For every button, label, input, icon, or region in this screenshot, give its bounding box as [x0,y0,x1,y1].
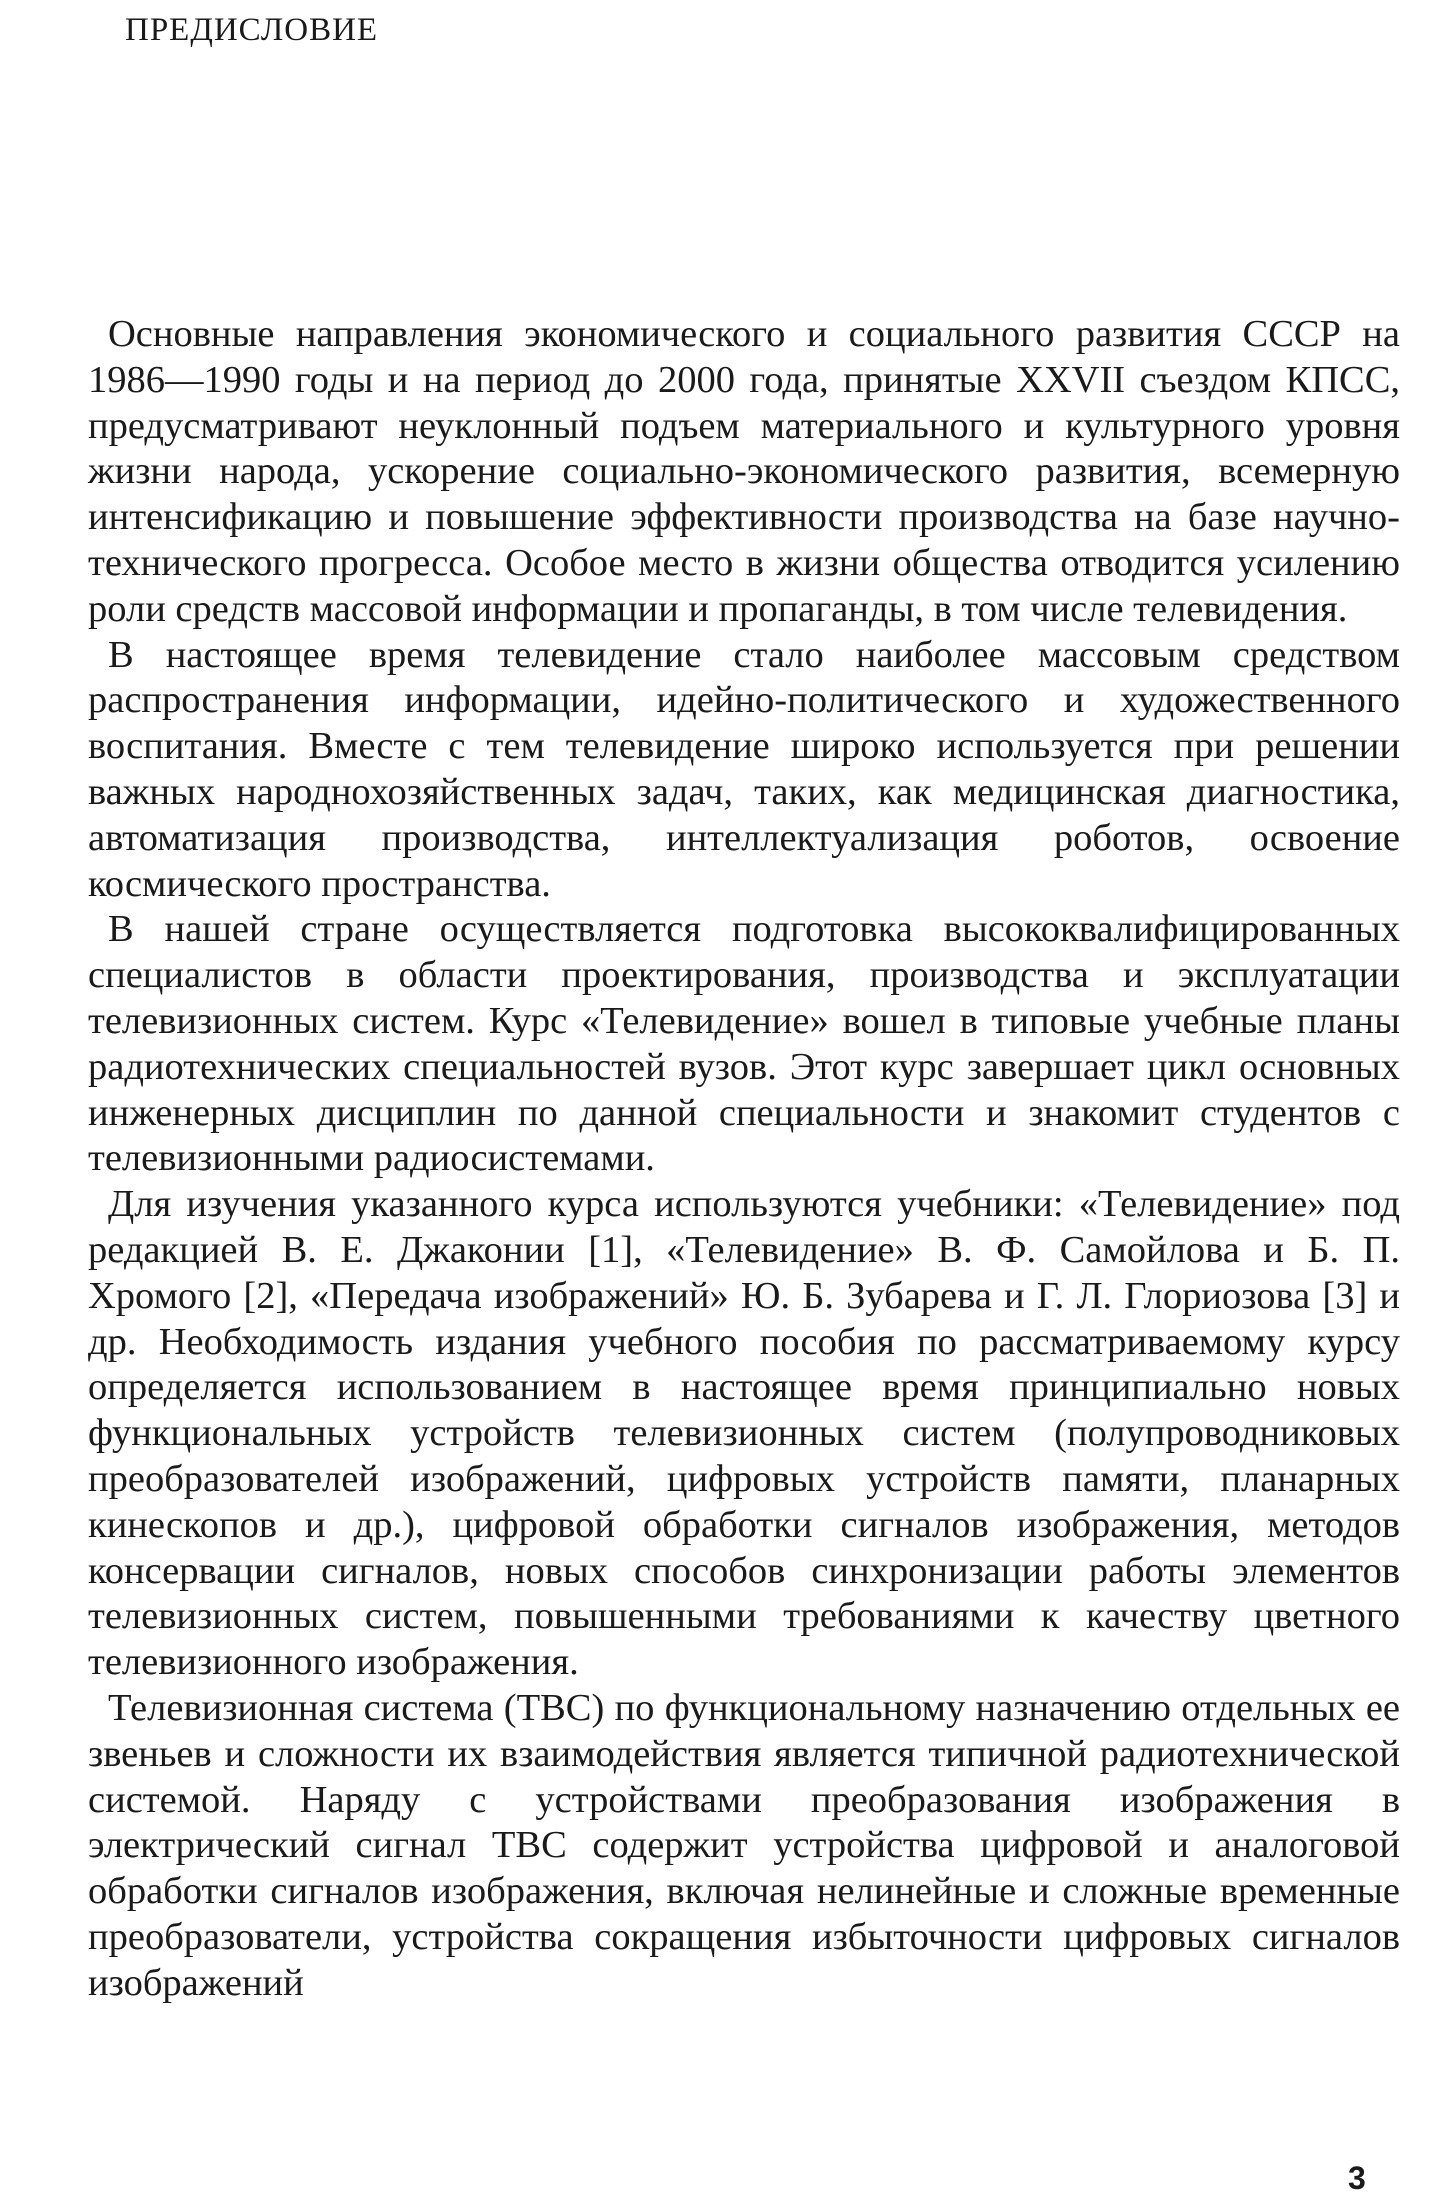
section-heading: ПРЕДИСЛОВИЕ [125,12,379,48]
paragraph: В настоящее время телевидение стало наиболее массовым средством распространения информации, идейно-политического и художественного воспитания. Вместе с тем телевидение широко используется при решении важных народнохозяйственных задач, таких, как медицинская диагностика, автоматизация производства, интеллектуализация роботов, освоение космического пространства. [88,633,1400,905]
page-number: 3 [1348,2160,1366,2196]
body-text [88,312,1400,2006]
paragraph: Телевизионная система (ТВС) по функциональному назначению отдельных ее звеньев и сложности их взаимодействия является типичной радиотехнической системой. Наряду с устройствами преобразования изображения в электрический сигнал ТВС содержит устройства цифровой и аналоговой обработки сигналов изображения, включая нелинейные и сложные временные преобразователи, устройства сокращения избыточности цифровых сигналов изображений [88,1686,1400,2004]
paragraph: Основные направления экономического и социального развития СССР на 1986—1990 годы и на период до 2000 года, принятые XXVII съездом КПСС, предусматривают неуклонный подъем материального и культурного уровня жизни народа, ускорение социально-экономического развития, всемерную интенсификацию и повышение эффективности производства на базе научно-технического прогресса. Особое место в жизни общества отводится усилению роли средств массовой информации и пропаганды, в том числе телевидения. [88,313,1400,630]
paragraph: Для изучения указанного курса используются учебники: «Телевидение» под редакцией В. Е. Джаконии [1], «Телевидение» В. Ф. Самойлова и Б. П. Хромого [2], «Передача изображений» Ю. Б. Зубарева и Г. Л. Глориозова [3] и др. Необходимость издания учебного пособия по рассматриваемому курсу определяется использованием в настоящее время принципиально новых функциональных устройств телевизионных систем (полупроводниковых преобразователей изображений, цифровых устройств памяти, планарных кинескопов и др.), цифровой обработки сигналов изображения, методов консервации сигналов, новых способов синхронизации работы элементов телевизионных систем, повышенными требованиями к качеству цветного телевизионного изображения. [88,1183,1400,1684]
paragraph: В нашей стране осуществляется подготовка высококвалифицированных специалистов в области проектирования, производства и эксплуатации телевизионных систем. Курс «Телевидение» вошел в типовые учебные планы радиотехнических специальностей вузов. Этот курс завершает цикл основных инженерных дисциплин по данной специальности и знакомит студентов с телевизионными радиосистемами. [88,908,1400,1180]
